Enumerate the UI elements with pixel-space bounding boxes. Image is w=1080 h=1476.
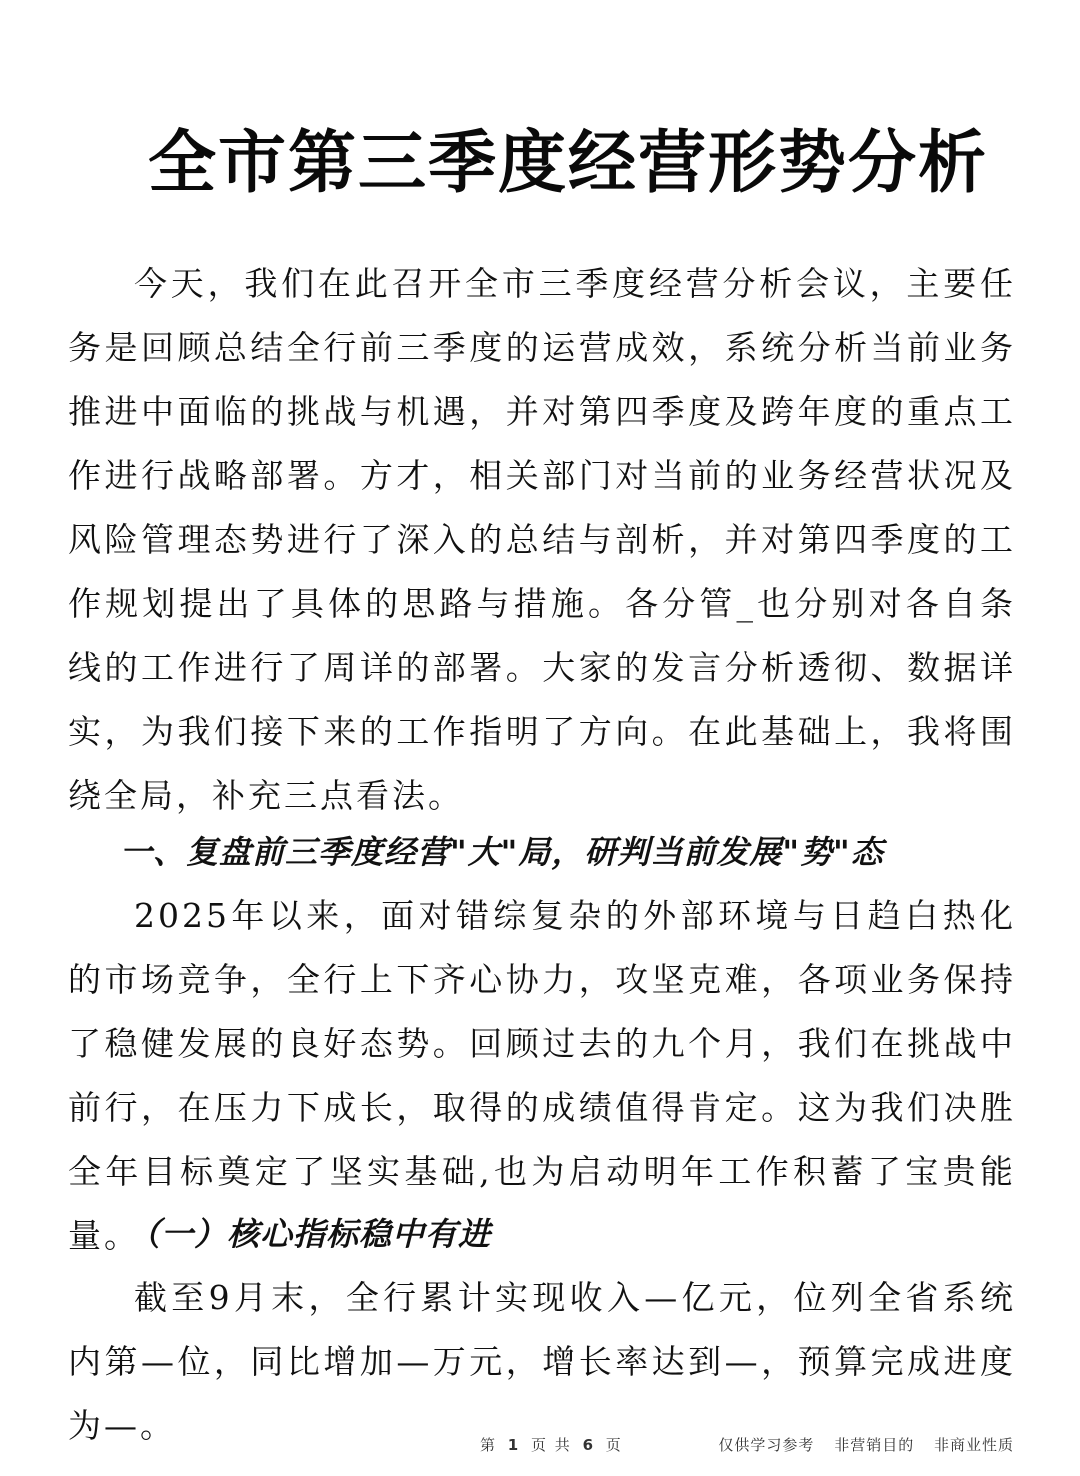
page-prefix: 第: [480, 1436, 498, 1454]
disclaimer-note: 非营销目的: [834, 1436, 915, 1454]
disclaimer-note: 仅供学习参考: [718, 1436, 815, 1454]
page-number: [480, 1434, 623, 1455]
paragraph-intro: 今天，我们在此召开全市三季度经营分析会议，主要任务是回顾总结全行前三季度的运营成效，系统分析当前业务推进中面临的挑战与机遇，并对第四季度及跨年度的重点工作进行战略部署。方才，相关部门对当前的业务经营状况及风险管理态势进行了深入的总结与剖析，并对第四季度的工作规划提出了具体的思路与措施。各分管_也分别对各自条线的工作进行了周详的部署。大家的发言分析透彻、数据详实，为我们接下来的工作指明了方向。在此基础上，我将围绕全局，补充三点看法。: [68, 264, 1016, 815]
page-total: 6: [582, 1436, 596, 1454]
disclaimer-note: 非商业性质: [933, 1436, 1014, 1454]
section-heading-1: 一、复盘前三季度经营"大"局，研判当前发展"势"态: [120, 833, 884, 871]
subsection-heading-1: （一）核心指标稳中有进: [128, 1215, 492, 1253]
page-footer: [0, 1430, 1080, 1460]
page-current: 1: [507, 1436, 521, 1454]
page-mid: 页 共: [531, 1436, 572, 1454]
disclaimer-notes: [704, 1434, 1014, 1455]
paragraph-review: 2025年以来，面对错综复杂的外部环境与日趋白热化的市场竞争，全行上下齐心协力，攻坚克难，各项业务保持了稳健发展的良好态势。回顾过去的九个月，我们在挑战中前行，在压力下成长，取得的成绩值得肯定。这为我们决胜全年目标奠定了坚实基础,也为启动明年工作积蓄了宝贵能量。: [68, 896, 1016, 1255]
paragraph-core-indicators: 截至9月末，全行累计实现收入—亿元，位列全省系统内第—位，同比增加—万元，增长率达到—，预算完成进度为—。: [68, 1278, 1016, 1445]
page-title: 全市第三季度经营形势分析: [147, 123, 988, 203]
page-suffix: 页: [605, 1436, 623, 1454]
